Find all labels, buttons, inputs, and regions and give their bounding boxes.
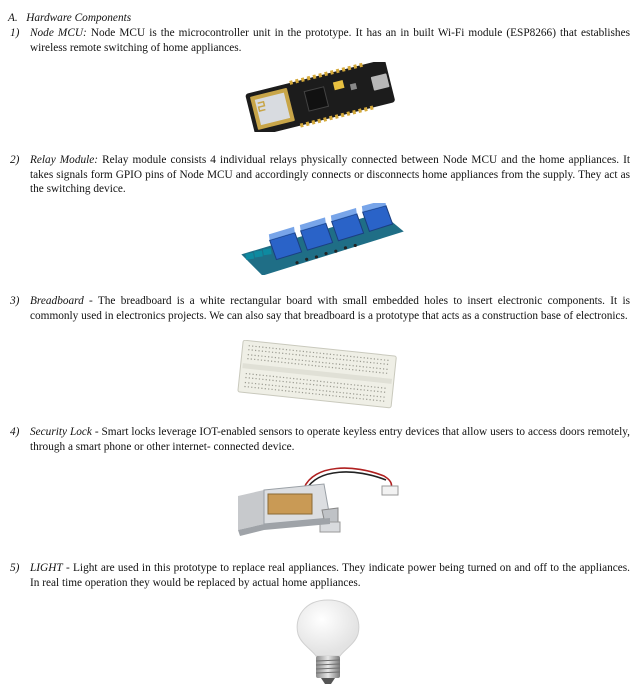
item-paragraph [30, 425, 630, 454]
relay-module-image [234, 203, 410, 275]
item-security-lock [10, 425, 630, 454]
item-number: 1) [10, 27, 20, 39]
item-number: 3) [10, 295, 20, 307]
item-text: Relay module consists 4 individual relays physically connected between Node MCU and the home appliances. It takes signals form GPIO pins of Node MCU and accordingly connects or disconnects home appliances from the supply. They act as the switching device. [30, 154, 631, 196]
item-text: Node MCU is the microcontroller unit in the prototype. It has an in built Wi-Fi module (ESP8266) that establishes wireless remote switching of home appliances. [30, 27, 630, 54]
item-number: 5) [10, 562, 20, 574]
section-label: A. [8, 12, 18, 24]
item-light [10, 561, 630, 590]
item-text: - Smart locks leverage IOT-enabled sensors to operate keyless entry devices that allow users to access doors remotely, through a smart phone or other internet- connected device. [30, 426, 630, 453]
item-term: Relay Module: [30, 154, 99, 166]
item-relay-module [10, 153, 630, 197]
light-bulb-image [290, 598, 366, 686]
breadboard-image [236, 340, 398, 410]
item-term: Node MCU: [30, 27, 87, 39]
item-term: Security Lock [30, 426, 92, 438]
item-paragraph [30, 153, 630, 197]
item-paragraph [30, 26, 630, 55]
nodemcu-board-image [240, 62, 400, 132]
section-heading [8, 11, 131, 26]
item-number: 4) [10, 426, 20, 438]
item-paragraph [30, 294, 630, 323]
item-paragraph [30, 561, 630, 590]
item-term: Breadboard [30, 295, 84, 307]
item-text: - Light are used in this prototype to replace real appliances. They indicate power being turned on and off to the appliances. In real time operation they would be replaced by actual home appliances. [30, 562, 630, 589]
item-number: 2) [10, 154, 20, 166]
solenoid-lock-image [234, 464, 414, 544]
item-node-mcu [10, 26, 630, 55]
item-term: LIGHT [30, 562, 63, 574]
item-text: - The breadboard is a white rectangular board with small embedded holes to insert electronic components. It is commonly used in electronics projects. We can also say that breadboard is a prototype that acts as a construction base of electronics. [30, 295, 630, 322]
section-title: Hardware Components [26, 12, 132, 24]
item-breadboard [10, 294, 630, 323]
